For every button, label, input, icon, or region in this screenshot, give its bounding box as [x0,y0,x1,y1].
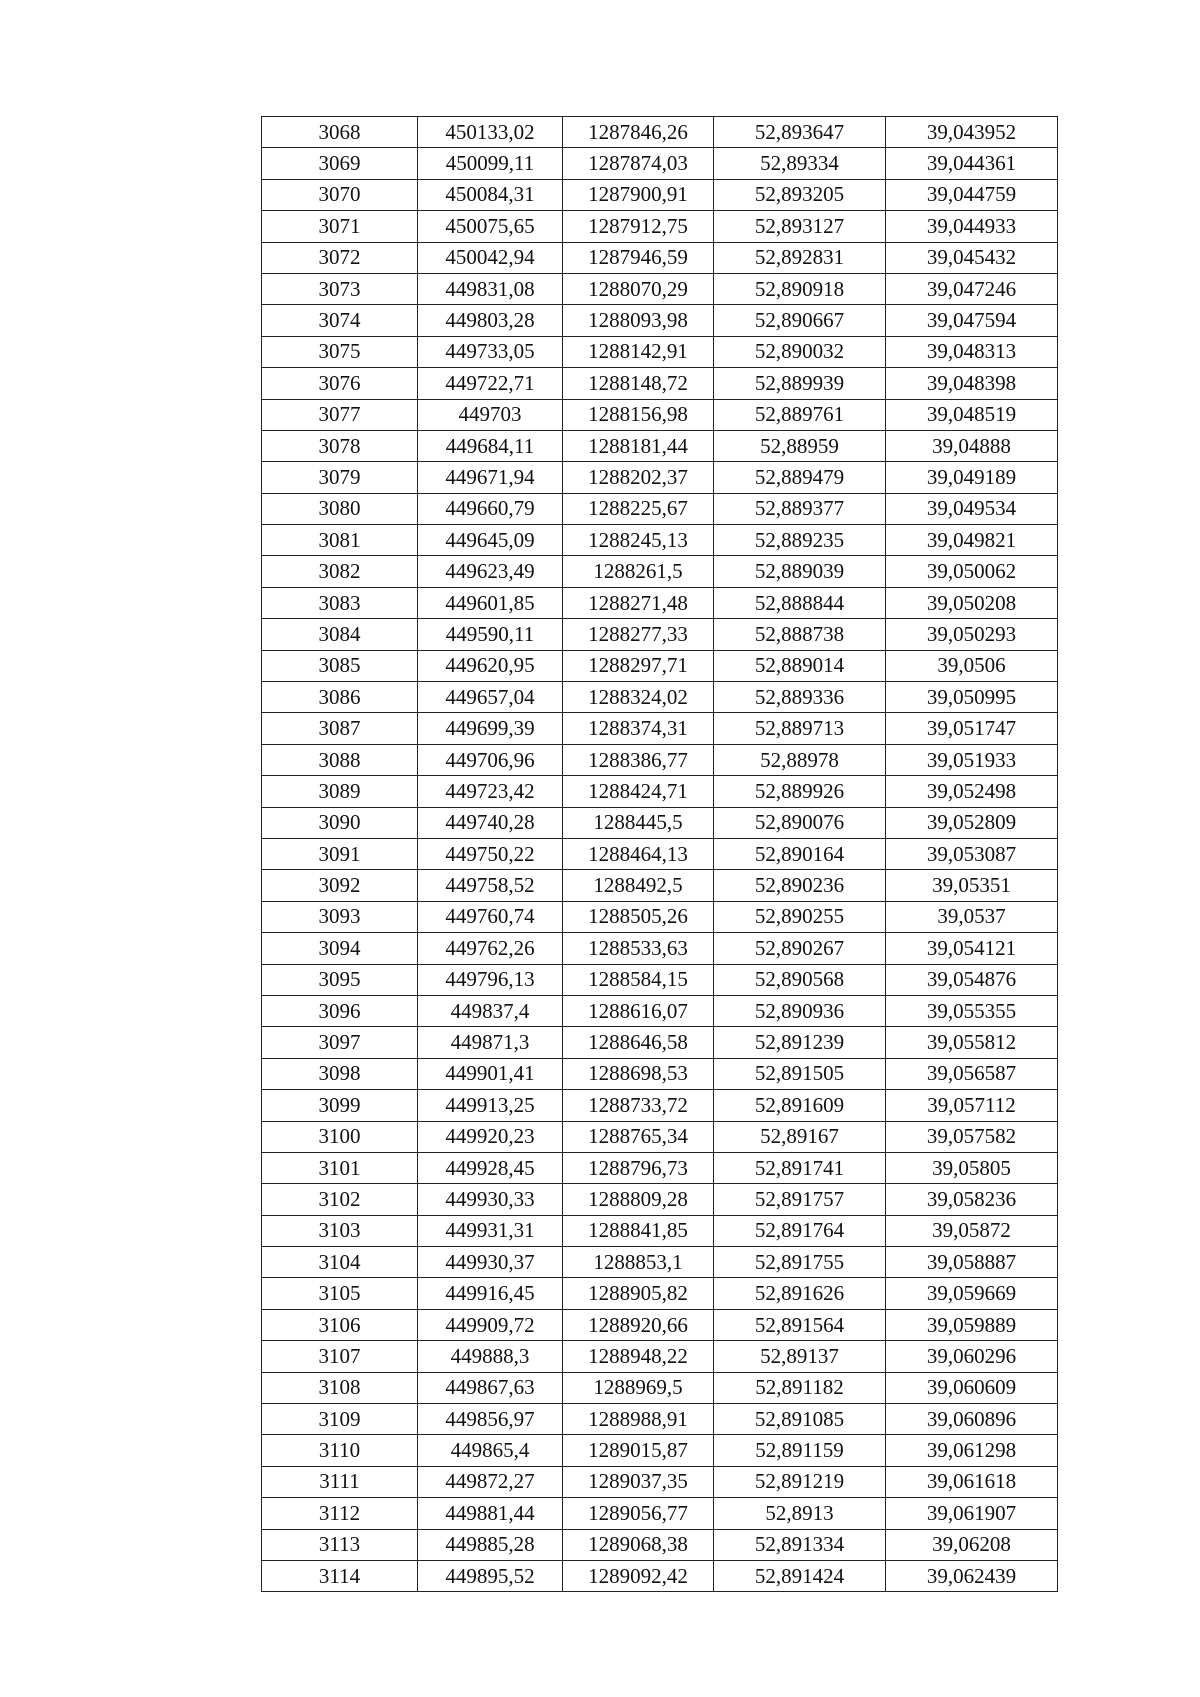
table-row [262,336,1058,367]
longitude-cell: 39,050062 [886,556,1058,587]
y-coordinate-cell: 1288809,28 [563,1184,714,1215]
latitude-cell: 52,891609 [714,1090,886,1121]
table-row [262,1309,1058,1340]
x-coordinate-cell: 449620,95 [418,650,563,681]
point-number-cell: 3112 [262,1498,418,1529]
latitude-cell: 52,89167 [714,1121,886,1152]
longitude-cell: 39,050208 [886,587,1058,618]
table-row [262,430,1058,461]
longitude-cell: 39,051747 [886,713,1058,744]
point-number-cell: 3105 [262,1278,418,1309]
y-coordinate-cell: 1289056,77 [563,1498,714,1529]
y-coordinate-cell: 1288277,33 [563,619,714,650]
latitude-cell: 52,890568 [714,964,886,995]
y-coordinate-cell: 1288533,63 [563,933,714,964]
table-row [262,776,1058,807]
x-coordinate-cell: 449645,09 [418,525,563,556]
x-coordinate-cell: 449722,71 [418,368,563,399]
latitude-cell: 52,893127 [714,211,886,242]
table-row [262,148,1058,179]
point-number-cell: 3114 [262,1560,418,1591]
longitude-cell: 39,058236 [886,1184,1058,1215]
y-coordinate-cell: 1288492,5 [563,870,714,901]
longitude-cell: 39,05805 [886,1152,1058,1183]
x-coordinate-cell: 449872,27 [418,1466,563,1497]
table-row [262,1058,1058,1089]
latitude-cell: 52,889926 [714,776,886,807]
point-number-cell: 3095 [262,964,418,995]
latitude-cell: 52,890936 [714,995,886,1026]
x-coordinate-cell: 449733,05 [418,336,563,367]
y-coordinate-cell: 1287846,26 [563,117,714,148]
latitude-cell: 52,891626 [714,1278,886,1309]
longitude-cell: 39,047246 [886,273,1058,304]
point-number-cell: 3109 [262,1404,418,1435]
table-row [262,1090,1058,1121]
longitude-cell: 39,04888 [886,430,1058,461]
table-row [262,619,1058,650]
longitude-cell: 39,057112 [886,1090,1058,1121]
longitude-cell: 39,058887 [886,1247,1058,1278]
latitude-cell: 52,891219 [714,1466,886,1497]
point-number-cell: 3096 [262,995,418,1026]
point-number-cell: 3110 [262,1435,418,1466]
y-coordinate-cell: 1288324,02 [563,682,714,713]
table-row [262,682,1058,713]
table-row [262,933,1058,964]
point-number-cell: 3070 [262,179,418,210]
point-number-cell: 3101 [262,1152,418,1183]
point-number-cell: 3094 [262,933,418,964]
point-number-cell: 3106 [262,1309,418,1340]
table-row [262,995,1058,1026]
longitude-cell: 39,052498 [886,776,1058,807]
table-row [262,650,1058,681]
x-coordinate-cell: 449699,39 [418,713,563,744]
table-row [262,713,1058,744]
longitude-cell: 39,055812 [886,1027,1058,1058]
point-number-cell: 3071 [262,211,418,242]
table-row [262,117,1058,148]
longitude-cell: 39,056587 [886,1058,1058,1089]
latitude-cell: 52,892831 [714,242,886,273]
y-coordinate-cell: 1288156,98 [563,399,714,430]
latitude-cell: 52,888844 [714,587,886,618]
x-coordinate-cell: 449706,96 [418,744,563,775]
y-coordinate-cell: 1288969,5 [563,1372,714,1403]
x-coordinate-cell: 449931,31 [418,1215,563,1246]
point-number-cell: 3092 [262,870,418,901]
latitude-cell: 52,890236 [714,870,886,901]
latitude-cell: 52,889479 [714,462,886,493]
longitude-cell: 39,062439 [886,1560,1058,1591]
y-coordinate-cell: 1288646,58 [563,1027,714,1058]
table-row [262,1498,1058,1529]
table-row [262,1247,1058,1278]
longitude-cell: 39,060609 [886,1372,1058,1403]
y-coordinate-cell: 1289092,42 [563,1560,714,1591]
longitude-cell: 39,0506 [886,650,1058,681]
x-coordinate-cell: 449913,25 [418,1090,563,1121]
y-coordinate-cell: 1288698,53 [563,1058,714,1089]
y-coordinate-cell: 1288464,13 [563,838,714,869]
longitude-cell: 39,054121 [886,933,1058,964]
longitude-cell: 39,044759 [886,179,1058,210]
y-coordinate-cell: 1287912,75 [563,211,714,242]
longitude-cell: 39,050293 [886,619,1058,650]
latitude-cell: 52,890076 [714,807,886,838]
point-number-cell: 3090 [262,807,418,838]
latitude-cell: 52,891182 [714,1372,886,1403]
x-coordinate-cell: 449916,45 [418,1278,563,1309]
point-number-cell: 3072 [262,242,418,273]
longitude-cell: 39,048519 [886,399,1058,430]
longitude-cell: 39,049189 [886,462,1058,493]
point-number-cell: 3089 [262,776,418,807]
latitude-cell: 52,89334 [714,148,886,179]
x-coordinate-cell: 449856,97 [418,1404,563,1435]
longitude-cell: 39,059889 [886,1309,1058,1340]
x-coordinate-cell: 449684,11 [418,430,563,461]
latitude-cell: 52,890255 [714,901,886,932]
y-coordinate-cell: 1288584,15 [563,964,714,995]
latitude-cell: 52,893647 [714,117,886,148]
x-coordinate-cell: 449623,49 [418,556,563,587]
x-coordinate-cell: 449867,63 [418,1372,563,1403]
y-coordinate-cell: 1288733,72 [563,1090,714,1121]
table-row [262,368,1058,399]
longitude-cell: 39,055355 [886,995,1058,1026]
y-coordinate-cell: 1288386,77 [563,744,714,775]
table-row [262,1027,1058,1058]
y-coordinate-cell: 1287900,91 [563,179,714,210]
latitude-cell: 52,891764 [714,1215,886,1246]
latitude-cell: 52,891159 [714,1435,886,1466]
y-coordinate-cell: 1288202,37 [563,462,714,493]
y-coordinate-cell: 1288920,66 [563,1309,714,1340]
table-row [262,744,1058,775]
x-coordinate-cell: 449930,33 [418,1184,563,1215]
latitude-cell: 52,891757 [714,1184,886,1215]
point-number-cell: 3083 [262,587,418,618]
longitude-cell: 39,049821 [886,525,1058,556]
table-row [262,1152,1058,1183]
latitude-cell: 52,88959 [714,430,886,461]
point-number-cell: 3084 [262,619,418,650]
y-coordinate-cell: 1288374,31 [563,713,714,744]
y-coordinate-cell: 1288853,1 [563,1247,714,1278]
x-coordinate-cell: 449703 [418,399,563,430]
table-row [262,273,1058,304]
point-number-cell: 3091 [262,838,418,869]
latitude-cell: 52,8913 [714,1498,886,1529]
latitude-cell: 52,889377 [714,493,886,524]
x-coordinate-cell: 449909,72 [418,1309,563,1340]
table-row [262,179,1058,210]
latitude-cell: 52,891424 [714,1560,886,1591]
point-number-cell: 3111 [262,1466,418,1497]
latitude-cell: 52,889939 [714,368,886,399]
x-coordinate-cell: 449930,37 [418,1247,563,1278]
longitude-cell: 39,060896 [886,1404,1058,1435]
point-number-cell: 3113 [262,1529,418,1560]
point-number-cell: 3075 [262,336,418,367]
table-row [262,587,1058,618]
latitude-cell: 52,88978 [714,744,886,775]
x-coordinate-cell: 450133,02 [418,117,563,148]
latitude-cell: 52,890918 [714,273,886,304]
point-number-cell: 3079 [262,462,418,493]
point-number-cell: 3102 [262,1184,418,1215]
table-row [262,493,1058,524]
table-row [262,1215,1058,1246]
latitude-cell: 52,891334 [714,1529,886,1560]
table-row [262,1278,1058,1309]
x-coordinate-cell: 449796,13 [418,964,563,995]
table-row [262,305,1058,336]
longitude-cell: 39,05351 [886,870,1058,901]
x-coordinate-cell: 449837,4 [418,995,563,1026]
table-row [262,211,1058,242]
table-row [262,1560,1058,1591]
point-number-cell: 3069 [262,148,418,179]
latitude-cell: 52,890032 [714,336,886,367]
table-row [262,462,1058,493]
point-number-cell: 3099 [262,1090,418,1121]
longitude-cell: 39,045432 [886,242,1058,273]
table-row [262,1372,1058,1403]
latitude-cell: 52,891085 [714,1404,886,1435]
y-coordinate-cell: 1288093,98 [563,305,714,336]
latitude-cell: 52,891505 [714,1058,886,1089]
latitude-cell: 52,890667 [714,305,886,336]
longitude-cell: 39,050995 [886,682,1058,713]
point-number-cell: 3107 [262,1341,418,1372]
point-number-cell: 3088 [262,744,418,775]
longitude-cell: 39,05872 [886,1215,1058,1246]
point-number-cell: 3073 [262,273,418,304]
latitude-cell: 52,891239 [714,1027,886,1058]
longitude-cell: 39,044361 [886,148,1058,179]
y-coordinate-cell: 1288796,73 [563,1152,714,1183]
coordinates-table [261,116,1058,1592]
longitude-cell: 39,061907 [886,1498,1058,1529]
point-number-cell: 3068 [262,117,418,148]
latitude-cell: 52,89137 [714,1341,886,1372]
table-row [262,901,1058,932]
latitude-cell: 52,891755 [714,1247,886,1278]
table-row [262,1466,1058,1497]
x-coordinate-cell: 449758,52 [418,870,563,901]
x-coordinate-cell: 450084,31 [418,179,563,210]
y-coordinate-cell: 1288841,85 [563,1215,714,1246]
longitude-cell: 39,048313 [886,336,1058,367]
point-number-cell: 3086 [262,682,418,713]
y-coordinate-cell: 1288070,29 [563,273,714,304]
table-row [262,807,1058,838]
point-number-cell: 3097 [262,1027,418,1058]
y-coordinate-cell: 1288948,22 [563,1341,714,1372]
point-number-cell: 3100 [262,1121,418,1152]
table-row [262,964,1058,995]
table-row [262,1435,1058,1466]
point-number-cell: 3085 [262,650,418,681]
x-coordinate-cell: 449750,22 [418,838,563,869]
longitude-cell: 39,052809 [886,807,1058,838]
x-coordinate-cell: 450075,65 [418,211,563,242]
longitude-cell: 39,057582 [886,1121,1058,1152]
x-coordinate-cell: 449740,28 [418,807,563,838]
latitude-cell: 52,889713 [714,713,886,744]
y-coordinate-cell: 1288988,91 [563,1404,714,1435]
x-coordinate-cell: 449760,74 [418,901,563,932]
point-number-cell: 3098 [262,1058,418,1089]
table-row [262,838,1058,869]
y-coordinate-cell: 1288297,71 [563,650,714,681]
point-number-cell: 3093 [262,901,418,932]
y-coordinate-cell: 1288905,82 [563,1278,714,1309]
latitude-cell: 52,889039 [714,556,886,587]
point-number-cell: 3081 [262,525,418,556]
x-coordinate-cell: 449762,26 [418,933,563,964]
x-coordinate-cell: 449895,52 [418,1560,563,1591]
x-coordinate-cell: 449865,4 [418,1435,563,1466]
table-row [262,525,1058,556]
longitude-cell: 39,049534 [886,493,1058,524]
latitude-cell: 52,891741 [714,1152,886,1183]
y-coordinate-cell: 1288445,5 [563,807,714,838]
y-coordinate-cell: 1288245,13 [563,525,714,556]
latitude-cell: 52,889336 [714,682,886,713]
x-coordinate-cell: 449723,42 [418,776,563,807]
point-number-cell: 3103 [262,1215,418,1246]
point-number-cell: 3080 [262,493,418,524]
latitude-cell: 52,888738 [714,619,886,650]
longitude-cell: 39,061298 [886,1435,1058,1466]
x-coordinate-cell: 449871,3 [418,1027,563,1058]
point-number-cell: 3077 [262,399,418,430]
longitude-cell: 39,061618 [886,1466,1058,1497]
y-coordinate-cell: 1289015,87 [563,1435,714,1466]
table-row [262,1404,1058,1435]
x-coordinate-cell: 449881,44 [418,1498,563,1529]
longitude-cell: 39,044933 [886,211,1058,242]
y-coordinate-cell: 1288142,91 [563,336,714,367]
longitude-cell: 39,0537 [886,901,1058,932]
y-coordinate-cell: 1288424,71 [563,776,714,807]
y-coordinate-cell: 1288181,44 [563,430,714,461]
table-row [262,1184,1058,1215]
y-coordinate-cell: 1288505,26 [563,901,714,932]
latitude-cell: 52,891564 [714,1309,886,1340]
longitude-cell: 39,054876 [886,964,1058,995]
point-number-cell: 3104 [262,1247,418,1278]
x-coordinate-cell: 450099,11 [418,148,563,179]
x-coordinate-cell: 449660,79 [418,493,563,524]
longitude-cell: 39,060296 [886,1341,1058,1372]
longitude-cell: 39,051933 [886,744,1058,775]
point-number-cell: 3074 [262,305,418,336]
latitude-cell: 52,890164 [714,838,886,869]
point-number-cell: 3082 [262,556,418,587]
longitude-cell: 39,059669 [886,1278,1058,1309]
longitude-cell: 39,047594 [886,305,1058,336]
point-number-cell: 3108 [262,1372,418,1403]
table-row [262,242,1058,273]
x-coordinate-cell: 450042,94 [418,242,563,273]
longitude-cell: 39,048398 [886,368,1058,399]
x-coordinate-cell: 449657,04 [418,682,563,713]
latitude-cell: 52,890267 [714,933,886,964]
table-row [262,1529,1058,1560]
y-coordinate-cell: 1288765,34 [563,1121,714,1152]
x-coordinate-cell: 449885,28 [418,1529,563,1560]
x-coordinate-cell: 449803,28 [418,305,563,336]
latitude-cell: 52,889235 [714,525,886,556]
longitude-cell: 39,043952 [886,117,1058,148]
point-number-cell: 3087 [262,713,418,744]
x-coordinate-cell: 449920,23 [418,1121,563,1152]
point-number-cell: 3076 [262,368,418,399]
longitude-cell: 39,06208 [886,1529,1058,1560]
y-coordinate-cell: 1287946,59 [563,242,714,273]
coordinates-table-body [262,117,1058,1592]
x-coordinate-cell: 449901,41 [418,1058,563,1089]
x-coordinate-cell: 449928,45 [418,1152,563,1183]
table-row [262,1121,1058,1152]
y-coordinate-cell: 1288261,5 [563,556,714,587]
latitude-cell: 52,889014 [714,650,886,681]
y-coordinate-cell: 1287874,03 [563,148,714,179]
x-coordinate-cell: 449831,08 [418,273,563,304]
x-coordinate-cell: 449601,85 [418,587,563,618]
y-coordinate-cell: 1288271,48 [563,587,714,618]
y-coordinate-cell: 1288148,72 [563,368,714,399]
point-number-cell: 3078 [262,430,418,461]
table-row [262,556,1058,587]
table-row [262,870,1058,901]
latitude-cell: 52,889761 [714,399,886,430]
x-coordinate-cell: 449590,11 [418,619,563,650]
latitude-cell: 52,893205 [714,179,886,210]
y-coordinate-cell: 1289037,35 [563,1466,714,1497]
y-coordinate-cell: 1289068,38 [563,1529,714,1560]
x-coordinate-cell: 449888,3 [418,1341,563,1372]
table-row [262,1341,1058,1372]
longitude-cell: 39,053087 [886,838,1058,869]
y-coordinate-cell: 1288616,07 [563,995,714,1026]
y-coordinate-cell: 1288225,67 [563,493,714,524]
table-row [262,399,1058,430]
x-coordinate-cell: 449671,94 [418,462,563,493]
